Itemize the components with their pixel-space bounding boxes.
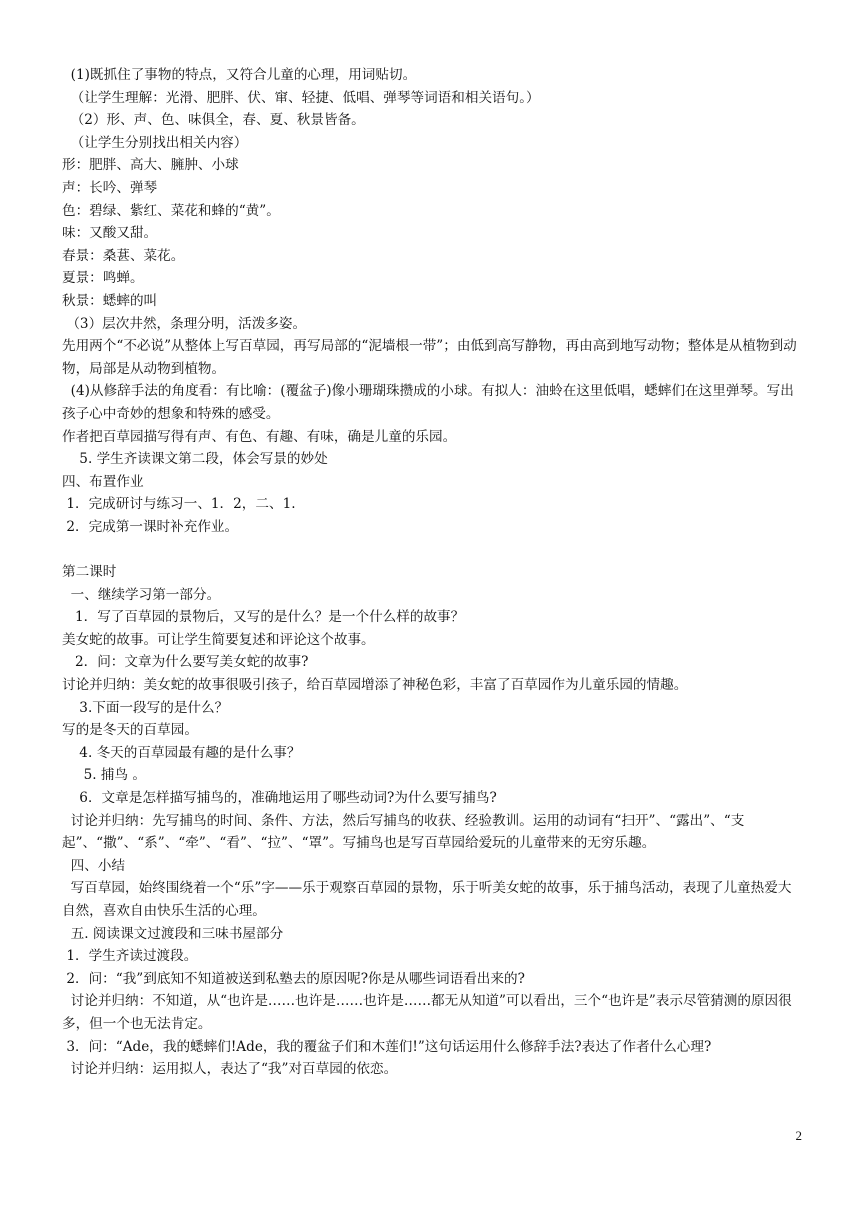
text-line: （2）形、声、色、味俱全，春、夏、秋景皆备。	[62, 112, 365, 129]
text-line: （让学生分别找出相关内容）	[62, 134, 248, 151]
text-line: 5. 捕鸟 。	[62, 767, 147, 784]
text-line: 3.下面一段写的是什么？	[62, 699, 229, 716]
text-line: 作者把百草园描写得有声、有色、有趣、有味，确是儿童的乐园。	[62, 428, 457, 445]
document-body	[62, 64, 802, 1081]
text-line: 色：碧绿、紫红、菜花和蜂的“黄”。	[62, 202, 280, 219]
text-line: (4)从修辞手法的角度看：有比喻：(覆盆子)像小珊瑚珠攒成的小球。有拟人：油蛉在这里低唱，蟋蟀们在这里弹琴。写出孩子心中奇妙的想象和特殊的感受。	[62, 383, 794, 422]
text-line: （3）层次井然，条理分明，活泼多姿。	[62, 315, 307, 332]
text-line: 3．问：“Ade，我的蟋蟀们!Ade，我的覆盆子们和木莲们!”这句话运用什么修辞手法?表达了作者什么心理?	[62, 1038, 712, 1055]
text-line: 夏景：鸣蝉。	[62, 270, 144, 287]
text-line: 形：肥胖、高大、臃肿、小球	[62, 157, 239, 174]
text-line: 6．文章是怎样描写捕鸟的，准确地运用了哪些动词?为什么要写捕鸟?	[62, 790, 497, 806]
text-line: 4. 冬天的百草园最有趣的是什么事？	[62, 744, 301, 761]
text-line: 5. 学生齐读课文第二段，体会写景的妙处	[62, 451, 328, 468]
text-line: 1．学生齐读过渡段。	[62, 948, 198, 965]
text-line: 写的是冬天的百草园。	[62, 722, 198, 739]
blank-line	[62, 538, 802, 561]
text-line: 秋景：蟋蟀的叫	[62, 292, 158, 309]
text-line: 1．写了百草园的景物后，又写的是什么？是一个什么样的故事？	[62, 609, 465, 626]
text-line: 1．完成研讨与练习一、1．2，二、1.	[62, 496, 296, 513]
section-heading: 一、继续学习第一部分。	[62, 586, 221, 603]
section-heading: 五. 阅读课文过渡段和三味书屋部分	[62, 925, 284, 942]
page-number: 2	[795, 1128, 802, 1143]
section-heading: 第二课时	[62, 564, 117, 581]
text-line: 讨论并归纳：运用拟人，表达了“我”对百草园的依恋。	[62, 1061, 398, 1078]
text-line: 写百草园，始终围绕着一个“乐”字——乐于观察百草园的景物，乐于听美女蛇的故事，乐于捕鸟活动，表现了儿童热爱大自然，喜欢自由快乐生活的心理。	[62, 880, 792, 919]
section-heading: 四、小结	[62, 857, 126, 874]
text-line: 味：又酸又甜。	[62, 225, 158, 242]
text-line: 讨论并归纳：美女蛇的故事很吸引孩子，给百草园增添了神秘色彩，丰富了百草园作为儿童乐园的情趣。	[62, 677, 688, 694]
section-heading: 四、布置作业	[62, 473, 144, 490]
text-line: 春景：桑葚、菜花。	[62, 247, 185, 264]
text-line: 声：长吟、弹琴	[62, 179, 158, 196]
text-line: 讨论并归纳：先写捕鸟的时间、条件、方法，然后写捕鸟的收获、经验教训。运用的动词有“扫开”、“露出”、“支起”、“撒”、“系”、“牵”、“看”、“拉”、“罩”。写捕鸟也是写百草园给爱玩的儿童带来的无穷乐趣。	[62, 812, 745, 852]
text-line: (1)既抓住了事物的特点，又符合儿童的心理，用词贴切。	[62, 67, 417, 83]
text-line: 2．问：文章为什么要写美女蛇的故事?	[62, 654, 309, 671]
text-line: 美女蛇的故事。可让学生简要复述和评论这个故事。	[62, 631, 375, 648]
text-line: 2．问：“我”到底知不知道被送到私塾去的原因呢?你是从哪些词语看出来的?	[62, 970, 525, 987]
text-line: 讨论并归纳：不知道，从“也许是……也许是……也许是……都无从知道”可以看出，三个“也许是”表示尽管猜测的原因很多，但一个也无法肯定。	[62, 993, 792, 1032]
text-line: （让学生理解：光滑、肥胖、伏、窜、轻捷、低唱、弹琴等词语和相关语句。）	[62, 89, 540, 106]
text-line: 2．完成第一课时补充作业。	[62, 518, 239, 535]
text-line: 先用两个“不必说”从整体上写百草园，再写局部的“泥墙根一带”；由低到高写静物，再由高到地写动物；整体是从植物到动物，局部是从动物到植物。	[62, 338, 797, 377]
